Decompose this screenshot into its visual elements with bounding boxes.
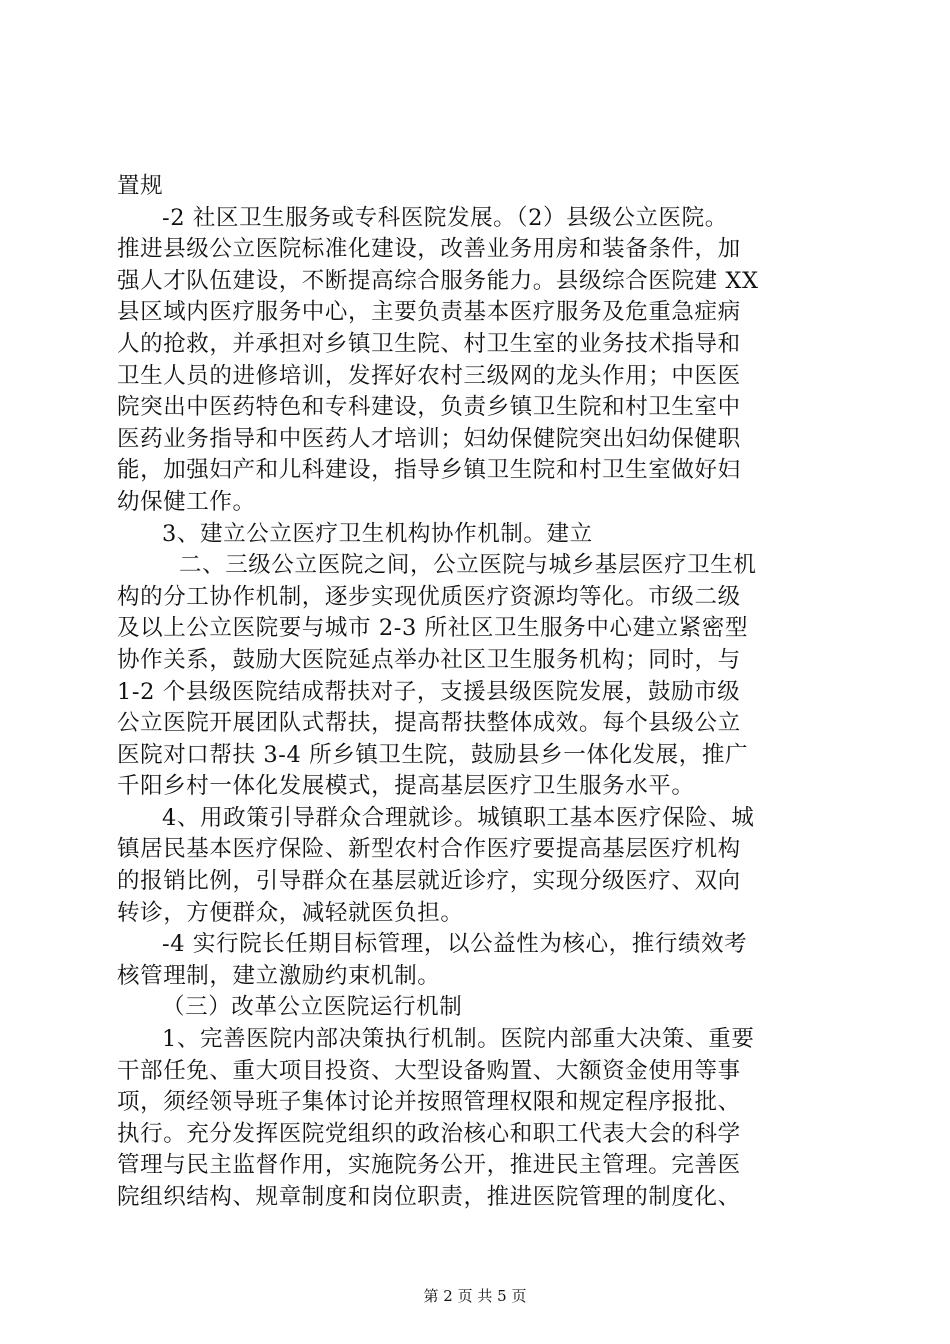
text-line: 医药业务指导和中医药人才培训；妇幼保健院突出妇幼保健职: [117, 425, 741, 452]
text-line: 及以上公立医院要与城市 2-3 所社区卫生服务中心建立紧密型: [117, 615, 749, 642]
text-line: 的报销比例，引导群众在基层就近诊疗，实现分级医疗、双向: [117, 868, 741, 895]
text-line: 1-2 个县级医院结成帮扶对子，支援县级医院发展，鼓励市级: [117, 678, 741, 705]
text-line: 置规: [117, 173, 164, 199]
text-line: 管理与民主监督作用，实施院务公开，推进民主管理。完善医: [117, 1152, 741, 1179]
text-line: 镇居民基本医疗保险、新型农村合作医疗要提高基层医疗机构: [117, 836, 741, 863]
text-line: 构的分工协作机制，逐步实现优质医疗资源均等化。市级二级: [117, 583, 741, 610]
text-line: 4、用政策引导群众合理就诊。城镇职工基本医疗保险、城: [162, 804, 755, 831]
text-line: 转诊，方便群众，减轻就医负担。: [117, 899, 464, 926]
text-line: 医院对口帮扶 3-4 所乡镇卫生院，鼓励县乡一体化发展，推广: [117, 741, 749, 768]
text-line: 1、完善医院内部决策执行机制。医院内部重大决策、重要: [162, 1026, 755, 1053]
text-line: 执行。充分发挥医院党组织的政治核心和职工代表大会的科学: [117, 1120, 741, 1147]
text-line: 能，加强妇产和儿科建设，指导乡镇卫生院和村卫生室做好妇: [117, 457, 741, 484]
text-line: 幼保健工作。: [117, 488, 256, 515]
document-body: [117, 171, 837, 1214]
text-line: 人的抢救，并承担对乡镇卫生院、村卫生室的业务技术指导和: [117, 330, 741, 357]
text-line: 院突出中医药特色和专科建设，负责乡镇卫生院和村卫生室中: [117, 394, 741, 421]
text-line: 协作关系，鼓励大医院延点举办社区卫生服务机构；同时，与: [117, 646, 741, 673]
text-line: （三）改革公立医院运行机制: [162, 994, 463, 1021]
text-line: 推进县级公立医院标准化建设，改善业务用房和装备条件，加: [117, 236, 741, 263]
text-line: 卫生人员的进修培训，发挥好农村三级网的龙头作用；中医医: [117, 362, 741, 389]
text-line: -2 社区卫生服务或专科医院发展。（2）县级公立医院。: [162, 204, 728, 231]
text-line: 强人才队伍建设，不断提高综合服务能力。县级综合医院建 XX: [117, 267, 759, 294]
text-line: -4 实行院长任期目标管理，以公益性为核心，推行绩效考: [162, 931, 748, 958]
text-line: 千阳乡村一体化发展模式，提高基层医疗卫生服务水平。: [117, 773, 695, 800]
text-line: 院组织结构、规章制度和岗位职责，推进医院管理的制度化、: [117, 1184, 741, 1210]
text-line: 县区域内医疗服务中心，主要负责基本医疗服务及危重急症病: [117, 299, 741, 326]
page-number-footer: 第 2 页 共 5 页: [423, 1287, 527, 1305]
text-line: 二、三级公立医院之间，公立医院与城乡基层医疗卫生机: [179, 552, 757, 579]
text-line: 核管理制，建立激励约束机制。: [117, 962, 441, 989]
text-line: 公立医院开展团队式帮扶，提高帮扶整体成效。每个县级公立: [117, 710, 741, 737]
text-line: 干部任免、重大项目投资、大型设备购置、大额资金使用等事: [117, 1057, 741, 1084]
text-line: 项，须经领导班子集体讨论并按照管理权限和规定程序报批、: [117, 1089, 741, 1116]
text-line: 3、建立公立医疗卫生机构协作机制。建立: [162, 520, 593, 547]
